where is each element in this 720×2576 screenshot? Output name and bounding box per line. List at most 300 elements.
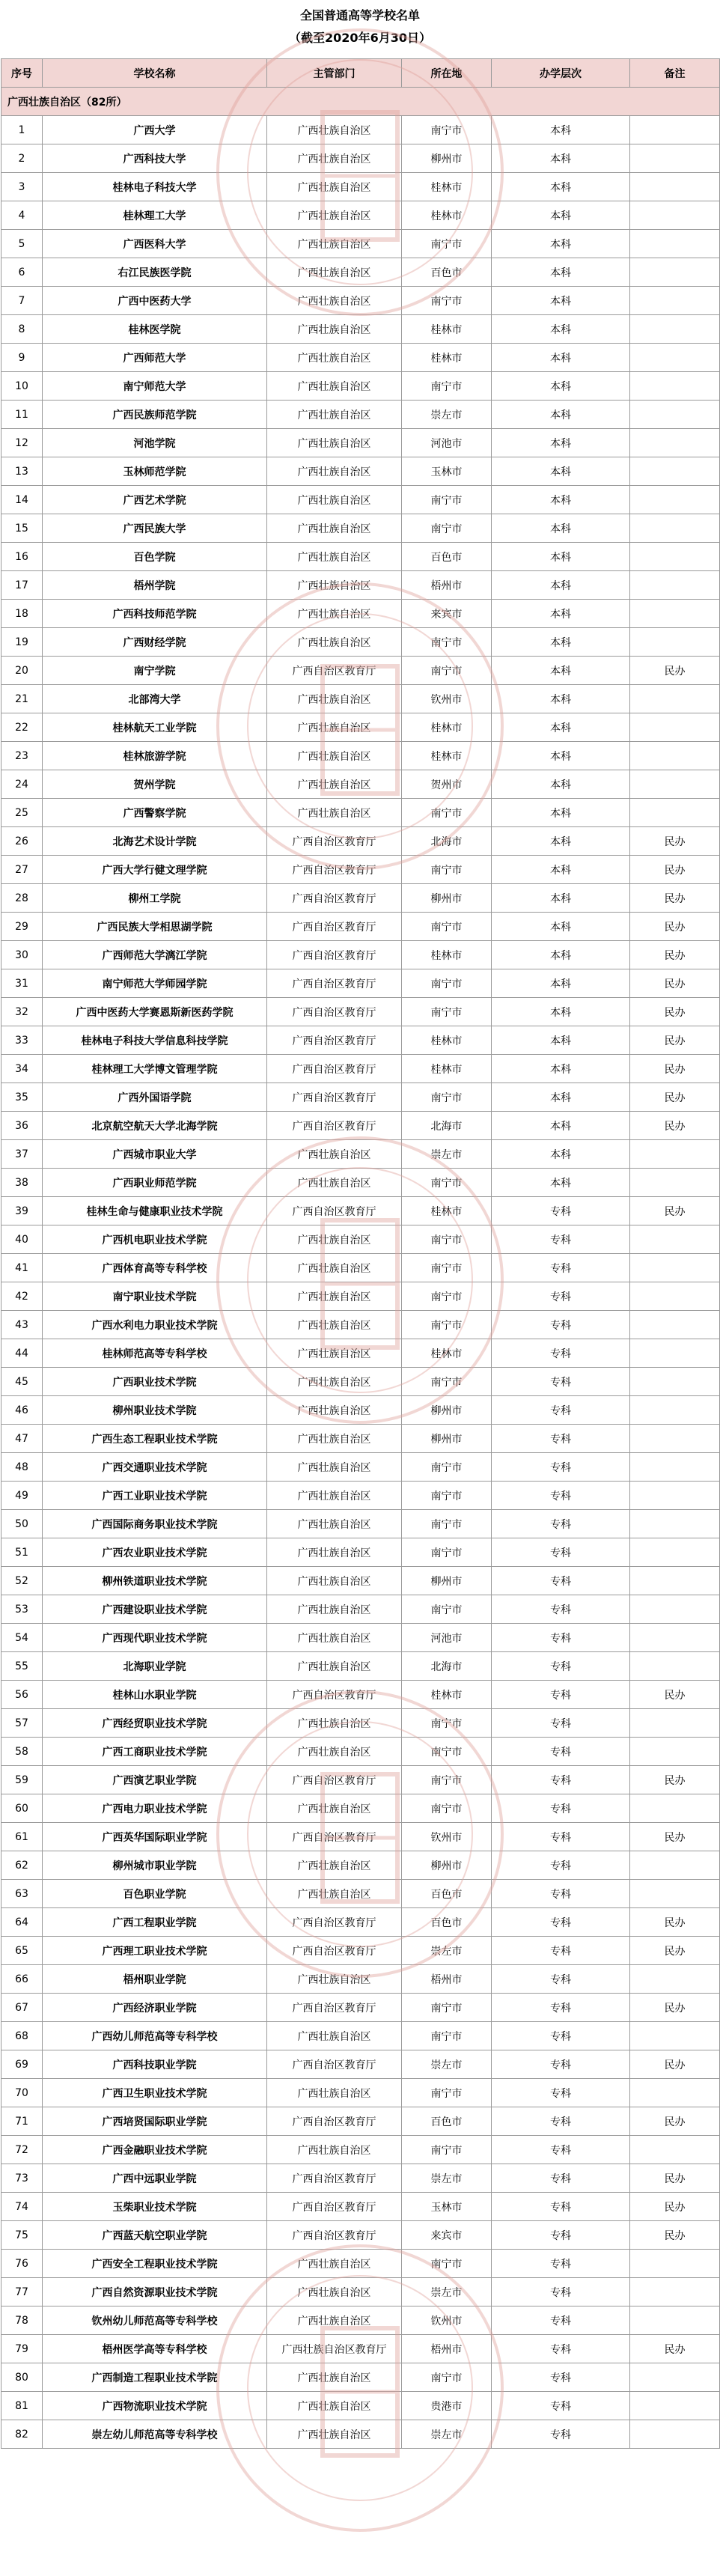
cell-index: 73 — [1, 2164, 43, 2193]
cell-level: 专科 — [492, 1339, 630, 1368]
cell-school-name: 广西蓝天航空职业学院 — [43, 2221, 267, 2250]
table-row — [1, 1851, 720, 1880]
cell-authority: 广西壮族自治区 — [267, 429, 402, 457]
cell-level: 本科 — [492, 571, 630, 600]
cell-location: 百色市 — [402, 1908, 492, 1937]
cell-index: 42 — [1, 1282, 43, 1311]
cell-remark: 民办 — [630, 1823, 720, 1851]
cell-location: 桂林市 — [402, 742, 492, 770]
cell-level: 专科 — [492, 1225, 630, 1254]
cell-remark — [630, 543, 720, 571]
cell-remark — [630, 1851, 720, 1880]
cell-school-name: 广西卫生职业技术学院 — [43, 2079, 267, 2107]
cell-index: 2 — [1, 144, 43, 173]
cell-index: 51 — [1, 1538, 43, 1567]
cell-level: 专科 — [492, 1595, 630, 1624]
cell-level: 本科 — [492, 799, 630, 827]
cell-authority: 广西自治区教育厅 — [267, 1937, 402, 1965]
cell-index: 46 — [1, 1396, 43, 1425]
cell-level: 本科 — [492, 600, 630, 628]
cell-index: 80 — [1, 2363, 43, 2392]
cell-authority: 广西自治区教育厅 — [267, 1055, 402, 1083]
cell-location: 南宁市 — [402, 1595, 492, 1624]
cell-school-name: 柳州城市职业学院 — [43, 1851, 267, 1880]
cell-school-name: 柳州职业技术学院 — [43, 1396, 267, 1425]
cell-index: 75 — [1, 2221, 43, 2250]
cell-school-name: 右江民族医学院 — [43, 258, 267, 287]
cell-school-name: 玉林师范学院 — [43, 457, 267, 486]
table-row — [1, 1112, 720, 1140]
cell-index: 77 — [1, 2278, 43, 2306]
cell-level: 专科 — [492, 2420, 630, 2449]
cell-level: 专科 — [492, 1766, 630, 1794]
cell-location: 梧州市 — [402, 2335, 492, 2363]
cell-index: 47 — [1, 1425, 43, 1453]
cell-level: 本科 — [492, 1140, 630, 1169]
cell-authority: 广西壮族自治区 — [267, 1709, 402, 1738]
cell-index: 57 — [1, 1709, 43, 1738]
cell-location: 梧州市 — [402, 571, 492, 600]
cell-level: 本科 — [492, 770, 630, 799]
cell-school-name: 北京航空航天大学北海学院 — [43, 1112, 267, 1140]
cell-location: 百色市 — [402, 543, 492, 571]
cell-index: 23 — [1, 742, 43, 770]
cell-index: 79 — [1, 2335, 43, 2363]
cell-remark — [630, 1538, 720, 1567]
cell-remark — [630, 770, 720, 799]
cell-remark: 民办 — [630, 913, 720, 941]
cell-remark — [630, 230, 720, 258]
cell-authority: 广西自治区教育厅 — [267, 1994, 402, 2022]
cell-remark: 民办 — [630, 1937, 720, 1965]
cell-remark — [630, 486, 720, 514]
table-row — [1, 657, 720, 685]
cell-authority: 广西壮族自治区 — [267, 1339, 402, 1368]
cell-index: 62 — [1, 1851, 43, 1880]
cell-location: 南宁市 — [402, 1709, 492, 1738]
cell-index: 27 — [1, 856, 43, 884]
cell-remark: 民办 — [630, 884, 720, 913]
table-row — [1, 1396, 720, 1425]
cell-level: 专科 — [492, 2193, 630, 2221]
column-header-level: 办学层次 — [492, 59, 630, 88]
cell-authority: 广西壮族自治区 — [267, 799, 402, 827]
table-row — [1, 2363, 720, 2392]
cell-authority: 广西壮族自治区 — [267, 2306, 402, 2335]
cell-remark — [630, 116, 720, 144]
cell-level: 专科 — [492, 1709, 630, 1738]
cell-authority: 广西壮族自治区 — [267, 1567, 402, 1595]
cell-authority: 广西壮族自治区 — [267, 2022, 402, 2050]
cell-index: 44 — [1, 1339, 43, 1368]
cell-index: 12 — [1, 429, 43, 457]
cell-level: 专科 — [492, 1510, 630, 1538]
table-row — [1, 315, 720, 344]
cell-remark — [630, 1652, 720, 1681]
cell-school-name: 柳州工学院 — [43, 884, 267, 913]
cell-level: 本科 — [492, 287, 630, 315]
table-row — [1, 1652, 720, 1681]
cell-authority: 广西壮族自治区 — [267, 2278, 402, 2306]
cell-remark — [630, 1339, 720, 1368]
cell-location: 柳州市 — [402, 144, 492, 173]
cell-level: 专科 — [492, 1823, 630, 1851]
cell-school-name: 广西中医药大学 — [43, 287, 267, 315]
cell-location: 南宁市 — [402, 2136, 492, 2164]
cell-index: 5 — [1, 230, 43, 258]
table-row — [1, 372, 720, 401]
cell-location: 柳州市 — [402, 1396, 492, 1425]
cell-index: 76 — [1, 2250, 43, 2278]
cell-level: 本科 — [492, 1169, 630, 1197]
cell-authority: 广西壮族自治区教育厅 — [267, 2335, 402, 2363]
table-row — [1, 201, 720, 230]
cell-authority: 广西壮族自治区 — [267, 372, 402, 401]
cell-remark — [630, 628, 720, 657]
table-row — [1, 2136, 720, 2164]
cell-index: 78 — [1, 2306, 43, 2335]
cell-school-name: 南宁师范大学 — [43, 372, 267, 401]
cell-authority: 广西壮族自治区 — [267, 1652, 402, 1681]
cell-level: 本科 — [492, 685, 630, 713]
cell-authority: 广西自治区教育厅 — [267, 884, 402, 913]
cell-authority: 广西壮族自治区 — [267, 1595, 402, 1624]
cell-remark — [630, 2420, 720, 2449]
cell-index: 63 — [1, 1880, 43, 1908]
cell-level: 本科 — [492, 401, 630, 429]
cell-index: 66 — [1, 1965, 43, 1994]
cell-location: 崇左市 — [402, 2420, 492, 2449]
cell-level: 专科 — [492, 1681, 630, 1709]
cell-location: 钦州市 — [402, 1823, 492, 1851]
cell-level: 本科 — [492, 713, 630, 742]
cell-school-name: 贺州学院 — [43, 770, 267, 799]
cell-remark — [630, 600, 720, 628]
table-row — [1, 514, 720, 543]
cell-school-name: 柳州铁道职业技术学院 — [43, 1567, 267, 1595]
table-row — [1, 1908, 720, 1937]
cell-level: 本科 — [492, 884, 630, 913]
cell-authority: 广西壮族自治区 — [267, 258, 402, 287]
cell-remark — [630, 1595, 720, 1624]
table-row — [1, 799, 720, 827]
cell-location: 崇左市 — [402, 2050, 492, 2079]
cell-school-name: 广西电力职业技术学院 — [43, 1794, 267, 1823]
cell-location: 桂林市 — [402, 713, 492, 742]
cell-authority: 广西自治区教育厅 — [267, 856, 402, 884]
cell-index: 37 — [1, 1140, 43, 1169]
cell-location: 桂林市 — [402, 344, 492, 372]
cell-authority: 广西自治区教育厅 — [267, 1908, 402, 1937]
cell-authority: 广西壮族自治区 — [267, 457, 402, 486]
cell-level: 专科 — [492, 1311, 630, 1339]
cell-level: 专科 — [492, 1880, 630, 1908]
cell-location: 桂林市 — [402, 173, 492, 201]
cell-school-name: 广西科技职业学院 — [43, 2050, 267, 2079]
table-row — [1, 2335, 720, 2363]
cell-school-name: 广西建设职业技术学院 — [43, 1595, 267, 1624]
table-row — [1, 1624, 720, 1652]
table-row — [1, 1453, 720, 1482]
cell-location: 南宁市 — [402, 998, 492, 1026]
cell-remark — [630, 1396, 720, 1425]
cell-school-name: 玉柴职业技术学院 — [43, 2193, 267, 2221]
cell-authority: 广西壮族自治区 — [267, 742, 402, 770]
cell-index: 7 — [1, 287, 43, 315]
cell-remark: 民办 — [630, 2050, 720, 2079]
cell-remark — [630, 2250, 720, 2278]
cell-level: 专科 — [492, 2306, 630, 2335]
cell-level: 专科 — [492, 1396, 630, 1425]
cell-index: 69 — [1, 2050, 43, 2079]
cell-level: 专科 — [492, 2335, 630, 2363]
cell-remark — [630, 571, 720, 600]
cell-location: 南宁市 — [402, 657, 492, 685]
cell-school-name: 广西师范大学 — [43, 344, 267, 372]
cell-remark: 民办 — [630, 1083, 720, 1112]
cell-index: 11 — [1, 401, 43, 429]
cell-location: 崇左市 — [402, 1937, 492, 1965]
cell-school-name: 广西机电职业技术学院 — [43, 1225, 267, 1254]
cell-level: 专科 — [492, 2079, 630, 2107]
cell-remark — [630, 258, 720, 287]
cell-school-name: 北部湾大学 — [43, 685, 267, 713]
region-header-row — [1, 88, 720, 116]
table-header-row — [1, 59, 720, 88]
cell-level: 本科 — [492, 913, 630, 941]
cell-authority: 广西自治区教育厅 — [267, 969, 402, 998]
table-row — [1, 628, 720, 657]
cell-authority: 广西壮族自治区 — [267, 1311, 402, 1339]
cell-school-name: 南宁职业技术学院 — [43, 1282, 267, 1311]
cell-school-name: 北海艺术设计学院 — [43, 827, 267, 856]
cell-level: 本科 — [492, 201, 630, 230]
cell-remark: 民办 — [630, 657, 720, 685]
cell-level: 专科 — [492, 2164, 630, 2193]
cell-school-name: 广西民族大学相思湖学院 — [43, 913, 267, 941]
cell-location: 崇左市 — [402, 2278, 492, 2306]
cell-school-name: 广西民族师范学院 — [43, 401, 267, 429]
cell-level: 专科 — [492, 1254, 630, 1282]
cell-school-name: 广西医科大学 — [43, 230, 267, 258]
cell-index: 41 — [1, 1254, 43, 1282]
cell-authority: 广西壮族自治区 — [267, 600, 402, 628]
cell-authority: 广西壮族自治区 — [267, 315, 402, 344]
cell-index: 60 — [1, 1794, 43, 1823]
table-row — [1, 742, 720, 770]
cell-authority: 广西自治区教育厅 — [267, 1197, 402, 1225]
cell-remark: 民办 — [630, 941, 720, 969]
cell-school-name: 广西外国语学院 — [43, 1083, 267, 1112]
cell-index: 1 — [1, 116, 43, 144]
cell-location: 南宁市 — [402, 230, 492, 258]
cell-level: 本科 — [492, 486, 630, 514]
cell-location: 桂林市 — [402, 1681, 492, 1709]
cell-location: 南宁市 — [402, 2079, 492, 2107]
cell-school-name: 梧州医学高等专科学校 — [43, 2335, 267, 2363]
cell-remark — [630, 1453, 720, 1482]
table-row — [1, 1823, 720, 1851]
cell-index: 81 — [1, 2392, 43, 2420]
cell-index: 36 — [1, 1112, 43, 1140]
cell-index: 70 — [1, 2079, 43, 2107]
cell-remark — [630, 1624, 720, 1652]
cell-location: 南宁市 — [402, 514, 492, 543]
cell-authority: 广西壮族自治区 — [267, 401, 402, 429]
cell-remark — [630, 2079, 720, 2107]
cell-location: 柳州市 — [402, 1425, 492, 1453]
cell-level: 专科 — [492, 2250, 630, 2278]
cell-authority: 广西壮族自治区 — [267, 486, 402, 514]
cell-index: 3 — [1, 173, 43, 201]
cell-school-name: 广西培贤国际职业学院 — [43, 2107, 267, 2136]
table-row — [1, 2079, 720, 2107]
cell-index: 15 — [1, 514, 43, 543]
cell-location: 南宁市 — [402, 856, 492, 884]
table-row — [1, 1083, 720, 1112]
cell-location: 南宁市 — [402, 1311, 492, 1339]
cell-level: 本科 — [492, 856, 630, 884]
cell-index: 35 — [1, 1083, 43, 1112]
cell-level: 本科 — [492, 457, 630, 486]
cell-remark — [630, 144, 720, 173]
cell-school-name: 南宁学院 — [43, 657, 267, 685]
cell-authority: 广西壮族自治区 — [267, 2420, 402, 2449]
cell-index: 67 — [1, 1994, 43, 2022]
cell-school-name: 广西英华国际职业学院 — [43, 1823, 267, 1851]
cell-authority: 广西壮族自治区 — [267, 173, 402, 201]
cell-school-name: 桂林理工大学博文管理学院 — [43, 1055, 267, 1083]
cell-index: 68 — [1, 2022, 43, 2050]
cell-location: 南宁市 — [402, 1482, 492, 1510]
cell-index: 22 — [1, 713, 43, 742]
cell-location: 南宁市 — [402, 1169, 492, 1197]
cell-remark — [630, 457, 720, 486]
cell-location: 南宁市 — [402, 1254, 492, 1282]
cell-school-name: 广西演艺职业学院 — [43, 1766, 267, 1794]
cell-location: 桂林市 — [402, 1026, 492, 1055]
cell-authority: 广西壮族自治区 — [267, 201, 402, 230]
column-header-location: 所在地 — [402, 59, 492, 88]
cell-location: 桂林市 — [402, 1197, 492, 1225]
cell-authority: 广西壮族自治区 — [267, 144, 402, 173]
cell-authority: 广西自治区教育厅 — [267, 827, 402, 856]
table-row — [1, 1994, 720, 2022]
cell-authority: 广西壮族自治区 — [267, 1140, 402, 1169]
cell-location: 崇左市 — [402, 1140, 492, 1169]
cell-remark: 民办 — [630, 1908, 720, 1937]
table-row — [1, 571, 720, 600]
cell-index: 19 — [1, 628, 43, 657]
cell-index: 8 — [1, 315, 43, 344]
cell-index: 48 — [1, 1453, 43, 1482]
cell-location: 南宁市 — [402, 1994, 492, 2022]
cell-index: 25 — [1, 799, 43, 827]
cell-authority: 广西壮族自治区 — [267, 1624, 402, 1652]
cell-location: 百色市 — [402, 1880, 492, 1908]
table-row — [1, 2420, 720, 2449]
cell-level: 本科 — [492, 344, 630, 372]
table-row — [1, 1965, 720, 1994]
cell-location: 贵港市 — [402, 2392, 492, 2420]
table-row — [1, 770, 720, 799]
cell-location: 桂林市 — [402, 1339, 492, 1368]
cell-authority: 广西自治区教育厅 — [267, 657, 402, 685]
cell-level: 专科 — [492, 1908, 630, 1937]
cell-level: 专科 — [492, 2050, 630, 2079]
cell-index: 24 — [1, 770, 43, 799]
cell-authority: 广西壮族自治区 — [267, 1538, 402, 1567]
cell-location: 南宁市 — [402, 1453, 492, 1482]
cell-location: 柳州市 — [402, 1851, 492, 1880]
column-header-remark: 备注 — [630, 59, 720, 88]
cell-level: 本科 — [492, 1055, 630, 1083]
table-row — [1, 1339, 720, 1368]
cell-remark — [630, 514, 720, 543]
table-row — [1, 2107, 720, 2136]
table-row — [1, 258, 720, 287]
cell-school-name: 广西物流职业技术学院 — [43, 2392, 267, 2420]
cell-index: 32 — [1, 998, 43, 1026]
cell-school-name: 广西经济职业学院 — [43, 1994, 267, 2022]
cell-remark — [630, 2022, 720, 2050]
cell-location: 百色市 — [402, 2107, 492, 2136]
cell-authority: 广西壮族自治区 — [267, 1738, 402, 1766]
cell-level: 本科 — [492, 742, 630, 770]
table-row — [1, 1738, 720, 1766]
cell-location: 南宁市 — [402, 913, 492, 941]
cell-level: 专科 — [492, 2022, 630, 2050]
cell-authority: 广西壮族自治区 — [267, 230, 402, 258]
cell-school-name: 广西生态工程职业技术学院 — [43, 1425, 267, 1453]
cell-remark: 民办 — [630, 1766, 720, 1794]
cell-level: 专科 — [492, 1368, 630, 1396]
cell-index: 21 — [1, 685, 43, 713]
cell-authority: 广西壮族自治区 — [267, 1965, 402, 1994]
cell-level: 本科 — [492, 998, 630, 1026]
cell-level: 专科 — [492, 2221, 630, 2250]
cell-school-name: 北海职业学院 — [43, 1652, 267, 1681]
cell-index: 6 — [1, 258, 43, 287]
cell-remark — [630, 1880, 720, 1908]
cell-index: 31 — [1, 969, 43, 998]
cell-location: 河池市 — [402, 1624, 492, 1652]
cell-authority: 广西壮族自治区 — [267, 2250, 402, 2278]
cell-location: 南宁市 — [402, 486, 492, 514]
table-row — [1, 2164, 720, 2193]
cell-authority: 广西壮族自治区 — [267, 1482, 402, 1510]
cell-index: 20 — [1, 657, 43, 685]
cell-index: 18 — [1, 600, 43, 628]
cell-school-name: 广西科技大学 — [43, 144, 267, 173]
cell-remark: 民办 — [630, 2335, 720, 2363]
cell-index: 53 — [1, 1595, 43, 1624]
table-row — [1, 1709, 720, 1738]
table-row — [1, 287, 720, 315]
table-row — [1, 600, 720, 628]
cell-index: 33 — [1, 1026, 43, 1055]
table-row — [1, 998, 720, 1026]
table-row — [1, 1055, 720, 1083]
cell-remark — [630, 315, 720, 344]
cell-index: 29 — [1, 913, 43, 941]
cell-remark: 民办 — [630, 2164, 720, 2193]
cell-level: 专科 — [492, 1538, 630, 1567]
cell-school-name: 广西大学行健文理学院 — [43, 856, 267, 884]
cell-location: 钦州市 — [402, 2306, 492, 2335]
table-row — [1, 1567, 720, 1595]
cell-location: 桂林市 — [402, 201, 492, 230]
